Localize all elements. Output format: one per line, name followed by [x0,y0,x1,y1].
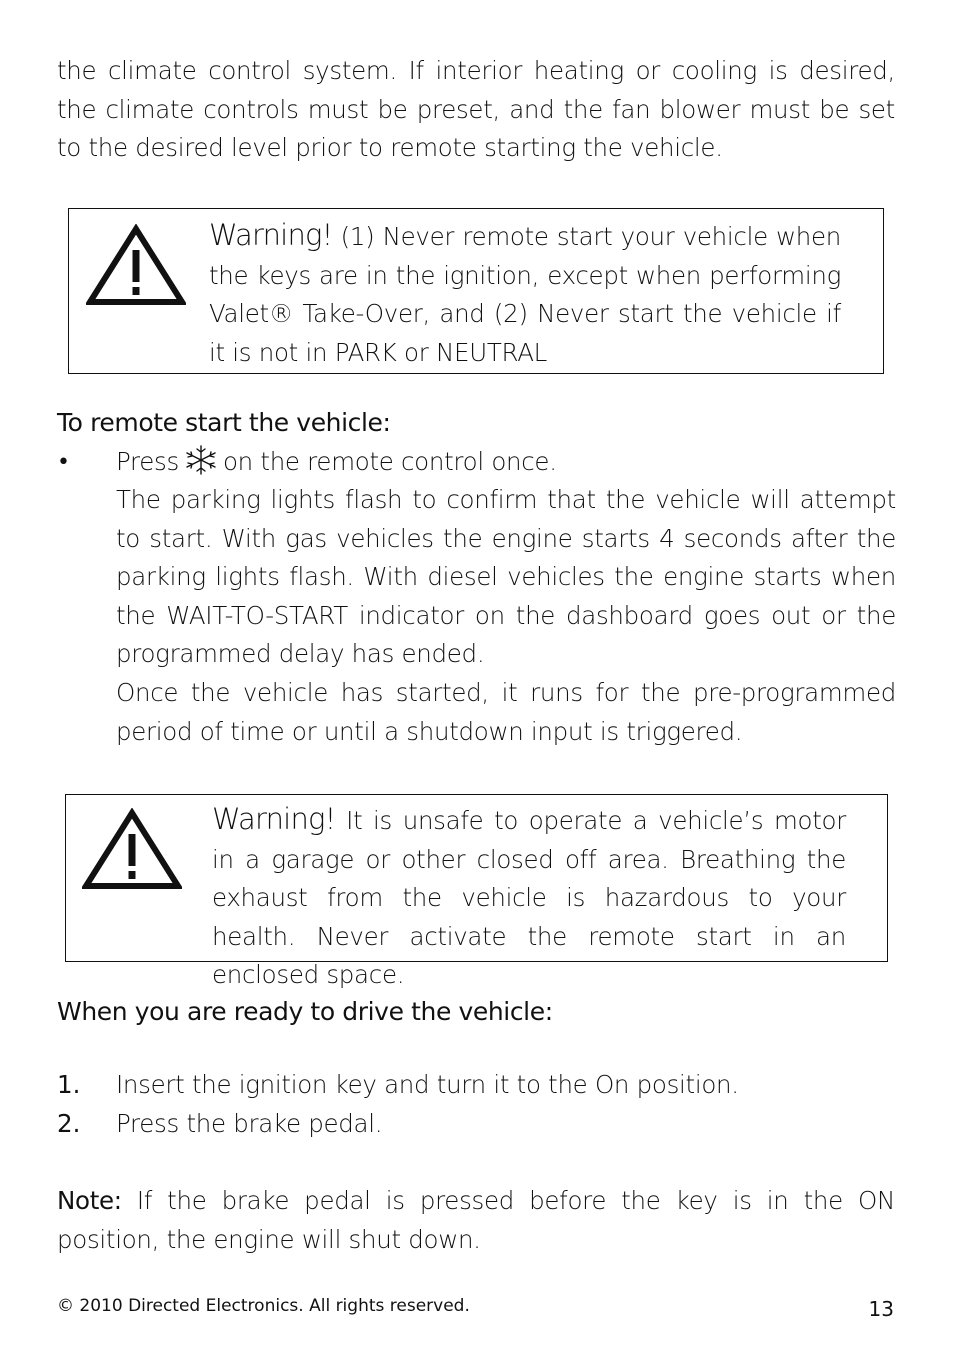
list-bullet: • [57,450,70,475]
step-number: 2. [57,1109,81,1138]
step-number: 1. [57,1070,81,1099]
section-heading-remote-start: To remote start the vehicle: [57,408,391,437]
runtime-paragraph: Once the vehicle has started, it runs for the pre-programmed period of time or until a shutdown input is triggered. [116,678,896,746]
remote-start-snowflake-icon [183,444,219,476]
warning-body: It is unsafe to operate a vehicle’s motor in a garage or other closed off area. Breathing the exhaust from the vehicle is hazardous to your health. Never activate the remote start in an enclosed space. [212,806,846,990]
press-instruction [116,443,896,482]
warning-label: Warning! [209,218,333,252]
warning-body: (1) Never remote start your vehicle when the keys are in the ignition, except when performing Valet® Take-Over, and (2) Never start the vehicle if it is not in PARK or NEUTRAL [209,222,841,367]
step-text: Insert the ignition key and turn it to the On position. [116,1070,739,1099]
note-label: Note: [57,1186,122,1215]
note-body: If the brake pedal is pressed before the key is in the ON position, the engine will shut down. [57,1186,895,1254]
note-paragraph [57,1182,895,1259]
intro-paragraph: the climate control system. If interior heating or cooling is desired, the climate controls must be preset, and the fan blower must be set to the desired level prior to remote starting the vehicle. [57,56,895,163]
parking-lights-paragraph: The parking lights flash to confirm that the vehicle will attempt to start. With gas vehicles the engine starts 4 seconds after the parking lights flash. With diesel vehicles the engine starts when the WAIT-TO-START indicator on the dashboard goes out or the programmed delay has ended. [116,485,896,669]
warning-triangle-icon [82,808,182,890]
warning-text-exhaust [212,800,846,995]
section-heading-drive: When you are ready to drive the vehicle: [57,997,553,1026]
press-label: Press [116,447,179,476]
copyright: © 2010 Directed Electronics. All rights reserved. [57,1296,470,1316]
warning-text-ignition [209,216,841,372]
step-text: Press the brake pedal. [116,1109,383,1138]
warning-label: Warning! [212,802,336,836]
page-number: 13 [868,1297,894,1321]
warning-triangle-icon [86,224,186,306]
press-suffix: on the remote control once. [222,447,557,476]
